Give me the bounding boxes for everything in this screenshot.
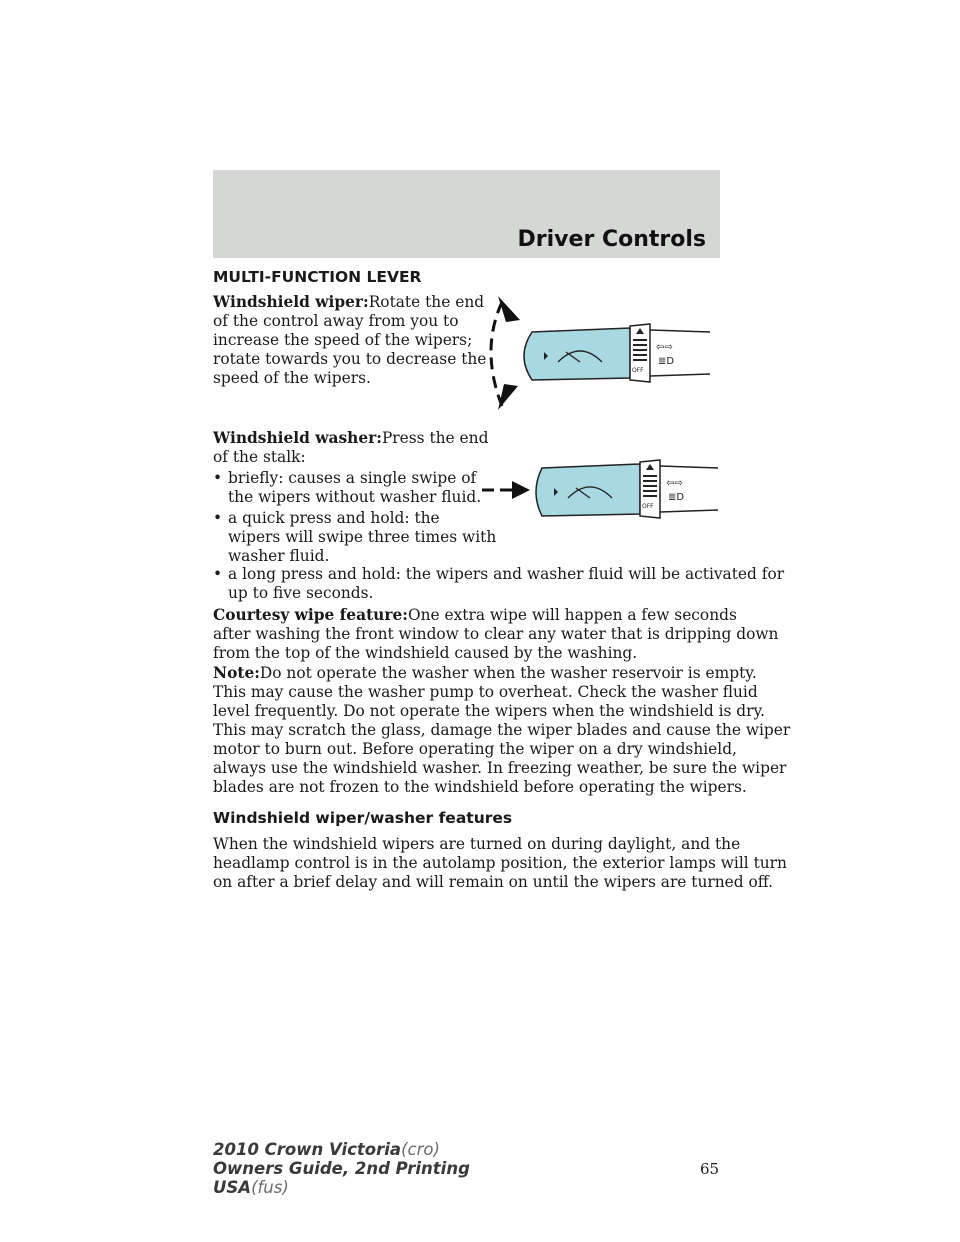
rotation-arc bbox=[491, 302, 502, 406]
washer-bullet-3: • a long press and hold: the wipers and washer fluid will be activated for up to five seconds. bbox=[213, 565, 785, 602]
lever-shaft-top-2 bbox=[660, 466, 718, 468]
section-header-title: Driver Controls bbox=[517, 227, 706, 252]
lever-shaft-bottom bbox=[650, 374, 710, 376]
courtesy-label: Courtesy wipe feature: bbox=[213, 606, 408, 624]
wiper-paragraph bbox=[213, 293, 486, 388]
headlamp-icon: ≣D bbox=[658, 356, 675, 367]
courtesy-text-2: from the top of the windshield caused by the washing. bbox=[213, 644, 638, 662]
features-paragraph bbox=[213, 835, 787, 892]
press-arrowhead bbox=[512, 481, 530, 499]
note-text-3: This may scratch the glass, damage the wiper blades and cause the wiper bbox=[213, 721, 791, 739]
footer-model: 2010 Crown Victoria bbox=[213, 1140, 402, 1159]
section-header-band bbox=[213, 170, 720, 258]
washer-press-illustration bbox=[480, 452, 720, 532]
lever-end-cap bbox=[524, 328, 630, 380]
wiper-text-3: rotate towards you to decrease the bbox=[213, 350, 487, 368]
bullet-2-line-1: wipers will swipe three times with bbox=[228, 528, 497, 546]
washer-label: Windshield washer: bbox=[213, 429, 382, 447]
footer-region-code: (fus) bbox=[251, 1178, 289, 1197]
courtesy-text-1: after washing the front window to clear any water that is dripping down bbox=[213, 625, 779, 643]
off-label-2: OFF bbox=[642, 503, 654, 510]
note-label: Note: bbox=[213, 664, 260, 682]
features-text-0: When the windshield wipers are turned on during daylight, and the bbox=[213, 835, 741, 853]
bullet-1-line-0: briefly: causes a single swipe of bbox=[228, 469, 477, 487]
washer-bullet-1: • briefly: causes a single swipe of the wipers without washer fluid. bbox=[213, 469, 482, 506]
footer-model-code: (cro) bbox=[401, 1140, 440, 1159]
note-text-5: always use the windshield washer. In freezing weather, be sure the wiper bbox=[213, 759, 787, 777]
note-text-0: Do not operate the washer when the washer reservoir is empty. bbox=[259, 664, 757, 682]
rotation-arrowhead-top bbox=[498, 296, 520, 322]
lever-end-cap-2 bbox=[536, 464, 640, 516]
washer-text-0: Press the end bbox=[381, 429, 489, 447]
section-title: MULTI-FUNCTION LEVER bbox=[213, 268, 422, 286]
washer-paragraph bbox=[213, 429, 488, 467]
footer-guide: Owners Guide, 2nd Printing bbox=[213, 1159, 470, 1178]
courtesy-paragraph bbox=[213, 606, 778, 663]
features-text-2: on after a brief delay and will remain on until the wipers are turned off. bbox=[213, 873, 774, 891]
turn-signal-icon-2: ⇦⇨ bbox=[666, 478, 683, 489]
wiper-text-1: of the control away from you to bbox=[213, 312, 459, 330]
headlamp-icon-2: ≣D bbox=[668, 492, 685, 503]
footer-region: USA bbox=[213, 1178, 252, 1197]
bullet-3-line-1: up to five seconds. bbox=[228, 584, 374, 602]
bullet-3-line-0: a long press and hold: the wipers and washer fluid will be activated for bbox=[228, 565, 785, 583]
courtesy-text-0: One extra wipe will happen a few seconds bbox=[407, 606, 737, 624]
wiper-text-4: speed of the wipers. bbox=[213, 369, 371, 387]
note-text-2: level frequently. Do not operate the wipers when the windshield is dry. bbox=[213, 702, 766, 720]
rotation-arrowhead-bottom bbox=[498, 384, 518, 410]
bullet-2-line-0: a quick press and hold: the bbox=[228, 509, 440, 527]
bullet-2-line-2: washer fluid. bbox=[228, 547, 330, 565]
page-number: 65 bbox=[700, 1160, 720, 1178]
note-text-4: motor to burn out. Before operating the wiper on a dry windshield, bbox=[213, 740, 737, 758]
document-footer bbox=[213, 1140, 470, 1197]
wiper-rotation-illustration bbox=[480, 290, 712, 415]
lever-shaft-top bbox=[650, 330, 710, 332]
wiper-label: Windshield wiper: bbox=[213, 293, 369, 311]
features-title: Windshield wiper/washer features bbox=[213, 809, 513, 827]
note-text-1: This may cause the washer pump to overheat. Check the washer fluid bbox=[213, 683, 758, 701]
washer-text-1: of the stalk: bbox=[213, 448, 306, 466]
wiper-text-2: increase the speed of the wipers; bbox=[213, 331, 473, 349]
off-label: OFF bbox=[632, 367, 644, 374]
lever-shaft-bottom-2 bbox=[660, 510, 718, 512]
wiper-text-0: Rotate the end bbox=[368, 293, 485, 311]
note-paragraph bbox=[213, 664, 790, 797]
features-text-1: headlamp control is in the autolamp position, the exterior lamps will turn bbox=[213, 854, 787, 872]
note-text-6: blades are not frozen to the windshield before operating the wipers. bbox=[213, 778, 747, 796]
washer-bullet-2: • a quick press and hold: the wipers will swipe three times with washer fluid. bbox=[213, 509, 497, 565]
bullet-1-line-1: the wipers without washer fluid. bbox=[228, 488, 482, 506]
turn-signal-icon: ⇦⇨ bbox=[656, 342, 673, 353]
